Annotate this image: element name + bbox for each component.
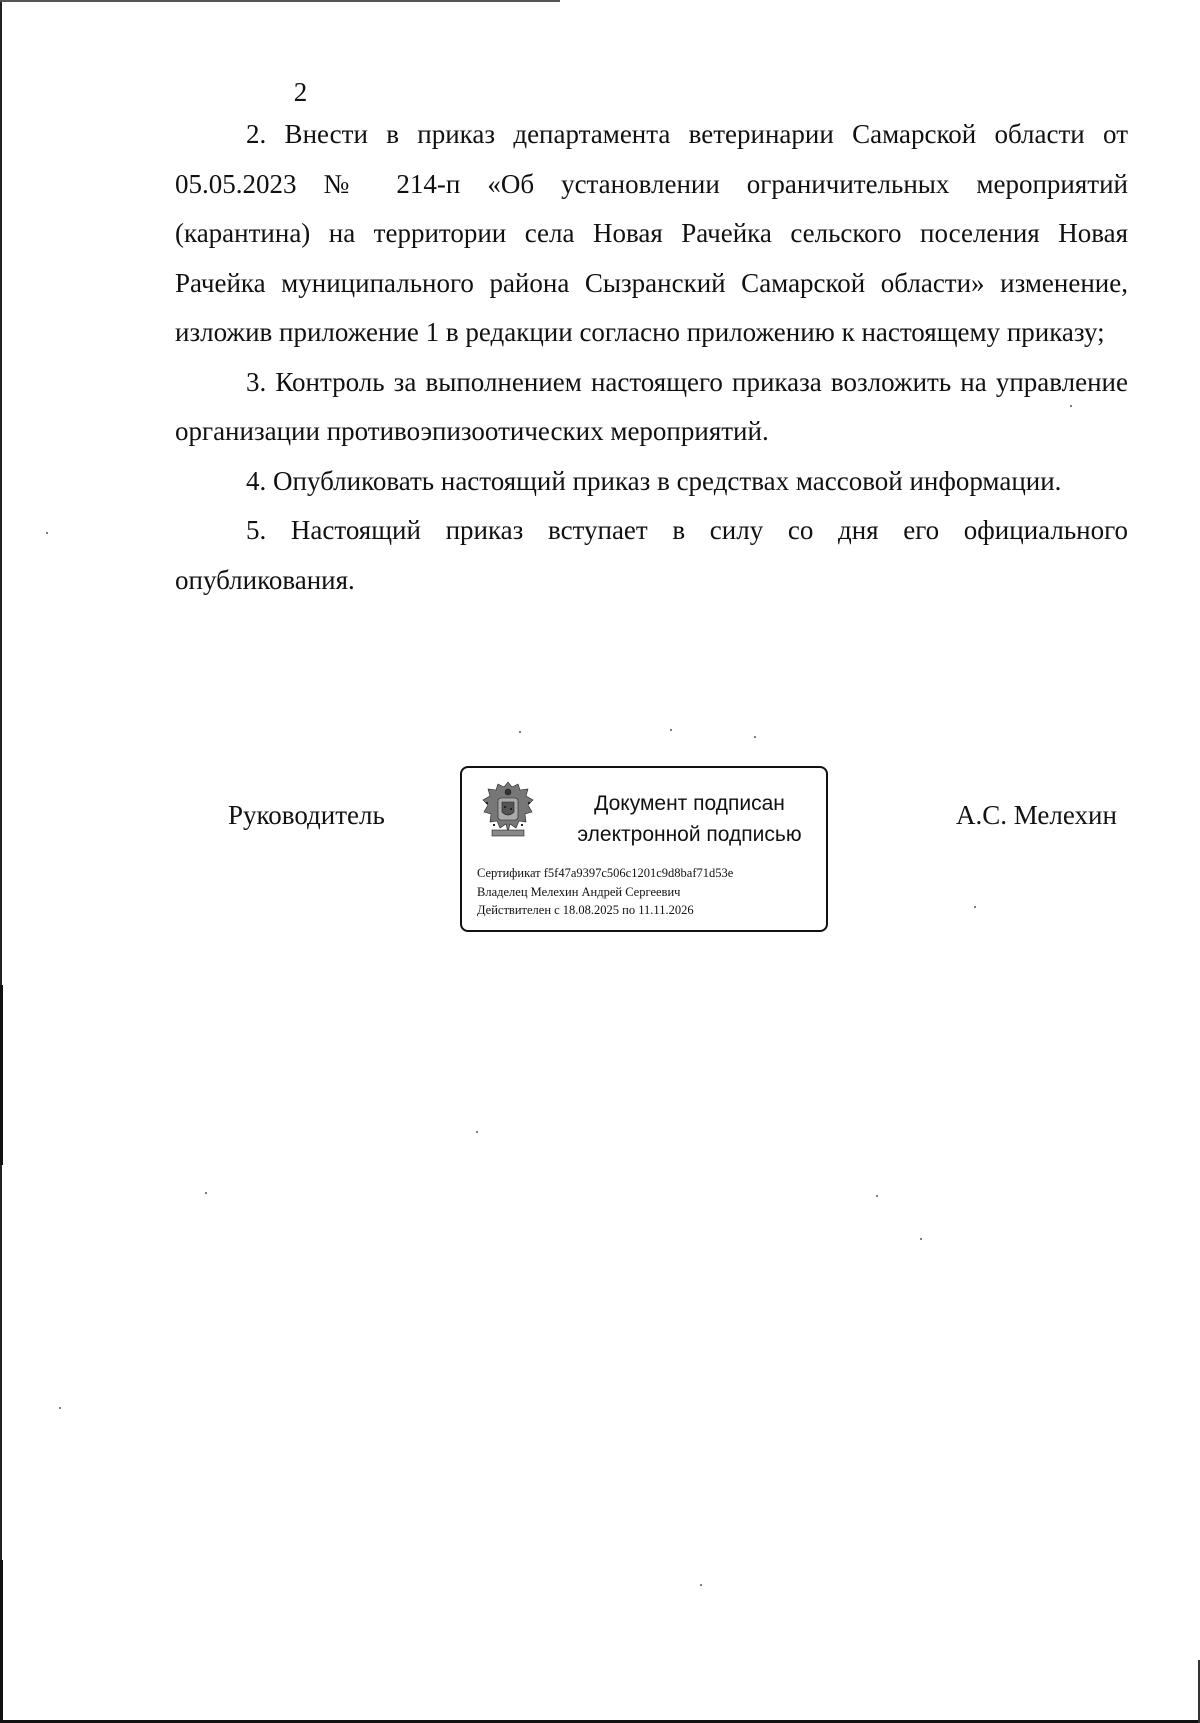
scan-speck: [519, 731, 521, 733]
scan-speck: [700, 1584, 702, 1586]
electronic-signature-stamp: [460, 766, 828, 932]
stamp-title-line2: электронной подписью: [577, 823, 802, 846]
scan-speck: [59, 1407, 61, 1409]
page-number: [0, 72, 1200, 112]
signatory-name: А.С. Мелехин: [956, 800, 1117, 830]
signatory-position: Руководитель: [228, 800, 385, 830]
scan-speck: [1070, 405, 1072, 407]
page-number-text: 2: [293, 77, 308, 107]
scan-speck: [920, 1238, 922, 1240]
scan-speck: [46, 532, 48, 534]
stamp-title-line1: Документ подписан: [594, 792, 785, 815]
scan-speck: [670, 729, 672, 731]
coat-of-arms-icon: [478, 778, 538, 840]
paragraph-4: 4. Опубликовать настоящий приказ в средствах массовой информации.: [246, 465, 1062, 496]
paragraph-2: 2. Внести в приказ департамента ветеринарии Самарской области от 05.05.2023 № 214-п «Об установлении ограничительных мероприятий (карантина) на территории села Новая Рачейка сельского поселения Новая Рачейка муниципального района Сызранский Самарской области» изменение, изложив приложение 1 в редакции согласно приложению к настоящему приказу;: [175, 119, 1128, 347]
document-body: [175, 110, 1128, 605]
scan-speck: [974, 906, 976, 908]
stamp-validity: Действителен с 18.08.2025 по 11.11.2026: [477, 903, 694, 917]
scan-edge-left-mark: [0, 1560, 3, 1723]
stamp-certificate: Сертификат f5f47a9397c506c1201c9d8baf71d53e: [477, 866, 734, 880]
stamp-details: [477, 864, 822, 920]
scan-edge-top: [0, 0, 560, 2]
paragraph-5: 5. Настоящий приказ вступает в силу со дня его официального опубликования.: [175, 515, 1128, 595]
scan-edge-left-mark: [0, 985, 3, 1165]
scan-speck: [205, 1192, 207, 1194]
paragraph-3: 3. Контроль за выполнением настоящего приказа возложить на управление организации противоэпизоотических мероприятий.: [175, 366, 1128, 446]
stamp-title: [562, 788, 817, 850]
scan-speck: [754, 736, 756, 738]
scan-speck: [476, 1131, 478, 1133]
stamp-owner: Владелец Мелехин Андрей Сергеевич: [477, 884, 681, 899]
scan-speck: [876, 1195, 878, 1197]
signature-block: [0, 760, 1200, 940]
